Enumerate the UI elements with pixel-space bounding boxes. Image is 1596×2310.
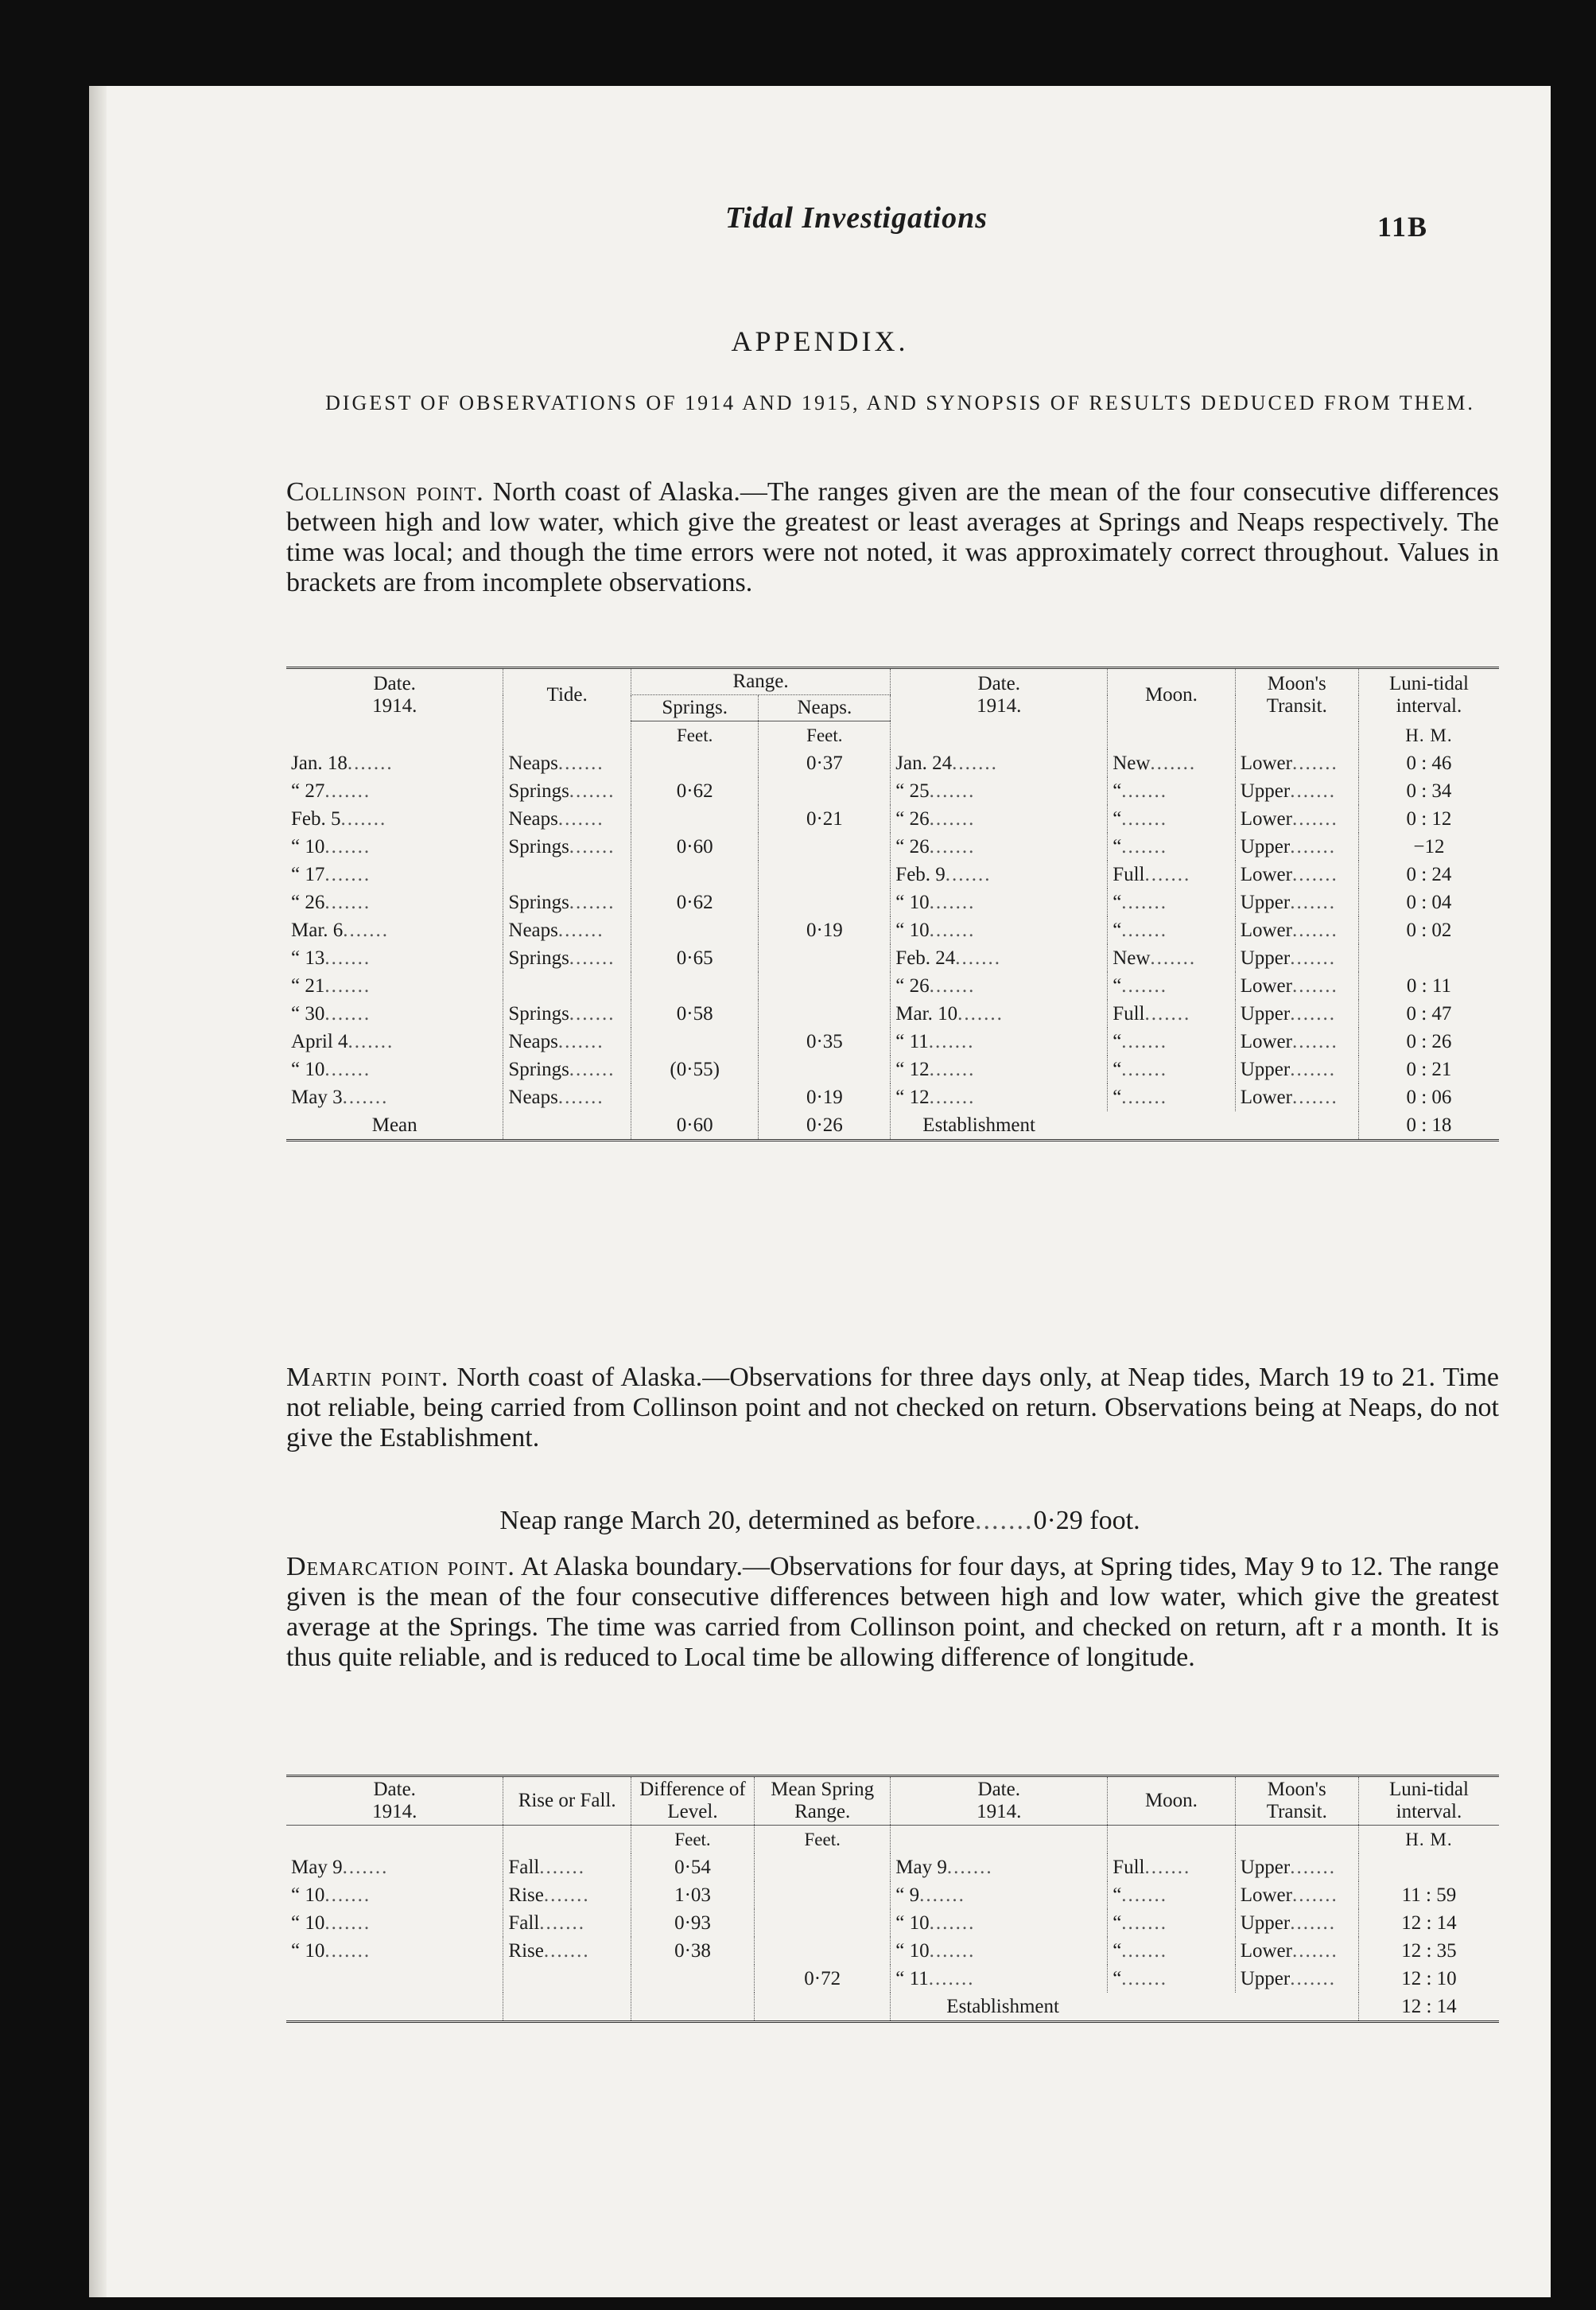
interval-cell [1358, 1853, 1499, 1881]
neaps-cell [759, 1000, 891, 1028]
table-row [286, 1909, 1499, 1937]
moon-cell: “....... [1108, 1909, 1236, 1937]
transit-cell: Lower....... [1235, 805, 1358, 833]
tide-cell: Neaps....... [503, 805, 631, 833]
table-row [286, 944, 1499, 972]
mean-springs: 0·60 [631, 1111, 759, 1141]
transit-cell: Lower....... [1235, 1881, 1358, 1909]
date2-cell: May 9....... [891, 1853, 1108, 1881]
mean-range-cell [755, 1909, 891, 1937]
date-cell: “ 27....... [291, 780, 371, 802]
date2-cell: Mar. 10....... [891, 1000, 1108, 1028]
moon-cell: “....... [1108, 1937, 1236, 1965]
difference-cell: 0·38 [631, 1937, 754, 1965]
demarcation-lead: Demarcation point. [286, 1552, 515, 1581]
neaps-cell [759, 777, 891, 805]
tide-cell: Springs....... [503, 889, 631, 916]
neap-range-value: 0·29 foot. [1033, 1506, 1140, 1535]
moon-cell: Full....... [1108, 1000, 1236, 1028]
transit-cell: Lower....... [1235, 1937, 1358, 1965]
t2-col-moon-header: Moon. [1108, 1776, 1236, 1826]
interval-cell: 0 : 12 [1358, 805, 1499, 833]
tide-cell: Springs....... [503, 944, 631, 972]
neaps-cell [759, 861, 891, 889]
springs-cell: (0·55) [631, 1056, 759, 1083]
table-row [286, 805, 1499, 833]
date-cell: “ 30....... [291, 1003, 371, 1025]
springs-cell [631, 861, 759, 889]
springs-cell [631, 916, 759, 944]
col-range-header: Range. [631, 668, 890, 695]
page-number: 11B [1377, 211, 1429, 243]
neaps-cell: 0·19 [759, 1083, 891, 1111]
interval-cell: 0 : 11 [1358, 972, 1499, 1000]
date-cell: “ 13....... [291, 947, 371, 969]
col-date2-header: Date. 1914. [891, 668, 1108, 721]
moon-cell: Full....... [1108, 1853, 1236, 1881]
table-row [286, 1000, 1499, 1028]
t2-diff-unit: Feet. [631, 1826, 754, 1854]
date-cell: “ 10....... [291, 836, 371, 858]
transit-cell: Upper....... [1235, 1000, 1358, 1028]
table-row [286, 916, 1499, 944]
t2-col-rise-header: Rise or Fall. [503, 1776, 631, 1826]
col-interval-header: Luni-tidal interval. [1358, 668, 1499, 721]
springs-cell: 0·65 [631, 944, 759, 972]
mean-range-cell [755, 1881, 891, 1909]
interval-cell: 0 : 47 [1358, 1000, 1499, 1028]
neaps-cell: 0·37 [759, 749, 891, 777]
moon-cell: “....... [1108, 916, 1236, 944]
interval-cell: 12 : 14 [1358, 1909, 1499, 1937]
t2-interval-unit: H. M. [1358, 1826, 1499, 1854]
transit-cell: Lower....... [1235, 916, 1358, 944]
interval-cell: 11 : 59 [1358, 1881, 1499, 1909]
springs-cell: 0·58 [631, 1000, 759, 1028]
rise-fall-cell: Rise....... [503, 1937, 631, 1965]
page-edge-shadow [89, 86, 107, 2297]
moon-cell: “....... [1108, 777, 1236, 805]
moon-cell: “....... [1108, 833, 1236, 861]
date2-cell: “ 12....... [891, 1056, 1108, 1083]
springs-cell [631, 749, 759, 777]
transit-cell: Lower....... [1235, 861, 1358, 889]
neaps-cell: 0·21 [759, 805, 891, 833]
rise-fall-cell: Rise....... [503, 1881, 631, 1909]
col-tide-header: Tide. [503, 668, 631, 721]
moon-cell: Full....... [1108, 861, 1236, 889]
neaps-cell [759, 972, 891, 1000]
rise-fall-cell: Fall....... [503, 1853, 631, 1881]
appendix-heading: APPENDIX. [731, 325, 909, 357]
interval-unit: H. M. [1358, 721, 1499, 750]
table-row [286, 777, 1499, 805]
neaps-cell [759, 1056, 891, 1083]
col-transit-header: Moon's Transit. [1235, 668, 1358, 721]
martin-paragraph [286, 1363, 1499, 1453]
col-date-header: Date. 1914. [286, 668, 503, 721]
tide-cell: Springs....... [503, 1056, 631, 1083]
tide-cell: Springs....... [503, 1000, 631, 1028]
col-springs-header: Springs. [631, 695, 759, 721]
neaps-cell [759, 889, 891, 916]
moon-cell: “....... [1108, 1056, 1236, 1083]
date2-cell: “ 11....... [891, 1028, 1108, 1056]
table-row [286, 749, 1499, 777]
date-cell: Jan. 18....... [291, 752, 394, 774]
section-subtitle: DIGEST OF OBSERVATIONS OF 1914 AND 1915, AND SYNOPSIS OF RESULTS DEDUCED FROM THEM. [325, 391, 1475, 414]
date-cell: “ 10....... [291, 1884, 371, 1906]
martin-text: North coast of Alaska.—Observations for three days only, at Neap tides, March 19 to 21. Time not reliable, being carried from Collinson point and not checked on return. Observations being at Neaps, do not give the Establishment. [286, 1363, 1499, 1452]
martin-lead: Martin point. [286, 1363, 449, 1392]
date2-cell: “ 26....... [891, 833, 1108, 861]
interval-cell: 0 : 21 [1358, 1056, 1499, 1083]
transit-cell: Lower....... [1235, 1028, 1358, 1056]
date-cell [286, 1965, 503, 1993]
springs-cell [631, 972, 759, 1000]
transit-cell: Upper....... [1235, 1056, 1358, 1083]
date2-cell: “ 10....... [891, 1937, 1108, 1965]
demarcation-table [286, 1775, 1499, 2023]
t2-col-diff-header: Difference of Level. [631, 1776, 754, 1826]
interval-cell: 12 : 35 [1358, 1937, 1499, 1965]
t2-col-date2-header: Date. 1914. [891, 1776, 1108, 1826]
date-cell: “ 10....... [291, 1059, 371, 1080]
date-cell: May 3....... [291, 1087, 389, 1108]
tide-cell: Neaps....... [503, 1083, 631, 1111]
transit-cell: Upper....... [1235, 1909, 1358, 1937]
interval-cell: 0 : 04 [1358, 889, 1499, 916]
difference-cell: 0·93 [631, 1909, 754, 1937]
table-row [286, 1028, 1499, 1056]
collinson-paragraph [286, 477, 1499, 598]
interval-cell: −12 [1358, 833, 1499, 861]
date2-cell: “ 11....... [891, 1965, 1108, 1993]
interval-cell: 12 : 10 [1358, 1965, 1499, 1993]
date-cell: Feb. 5....... [291, 808, 387, 830]
demarcation-text: At Alaska boundary.—Observations for four days, at Spring tides, May 9 to 12. The range given is the mean of the four consecutive differences between high and low water, which give the greatest average at the Springs. The time was carried from Collinson point, and checked on return, aft r a month. It is thus quite reliable, and is reduced to Local time be allowing difference of longitude. [286, 1552, 1499, 1672]
mean-label: Mean [286, 1111, 503, 1141]
t2-establishment-interval: 12 : 14 [1358, 1993, 1499, 2022]
interval-cell: 0 : 46 [1358, 749, 1499, 777]
establishment-label: Establishment [891, 1111, 1359, 1141]
springs-cell: 0·62 [631, 777, 759, 805]
mean-range-cell [755, 1853, 891, 1881]
table-row [286, 1853, 1499, 1881]
establishment-interval: 0 : 18 [1358, 1111, 1499, 1141]
tide-cell [503, 861, 631, 889]
mean-neaps: 0·26 [759, 1111, 891, 1141]
t2-col-date-header: Date. 1914. [286, 1776, 503, 1826]
transit-cell: Lower....... [1235, 972, 1358, 1000]
table-row [286, 1965, 1499, 1993]
collinson-text: North coast of Alaska.—The ranges given are the mean of the four consecutive differences between high and low water, which give the greatest or least averages at Springs and Neaps respectively. The time was local; and though the time errors were not noted, it was approximately correct throughout. Values in brackets are from incomplete observations. [286, 477, 1499, 597]
date-cell: “ 10....... [291, 1912, 371, 1934]
moon-cell: “....... [1108, 1028, 1236, 1056]
rise-fall-cell: Fall....... [503, 1909, 631, 1937]
table-row [286, 1881, 1499, 1909]
t2-establishment-label: Establishment [891, 1993, 1359, 2022]
interval-cell: 0 : 06 [1358, 1083, 1499, 1111]
date2-cell: “ 9....... [891, 1881, 1108, 1909]
date2-cell: “ 10....... [891, 1909, 1108, 1937]
mean-range-cell [755, 1937, 891, 1965]
collinson-lead: Collinson point. [286, 477, 484, 507]
transit-cell: Upper....... [1235, 833, 1358, 861]
mean-range-cell: 0·72 [755, 1965, 891, 1993]
interval-cell: 0 : 34 [1358, 777, 1499, 805]
springs-cell [631, 805, 759, 833]
difference-cell [631, 1965, 754, 1993]
moon-cell: “....... [1108, 889, 1236, 916]
moon-cell: “....... [1108, 1965, 1236, 1993]
date2-cell: “ 26....... [891, 805, 1108, 833]
transit-cell: Upper....... [1235, 1853, 1358, 1881]
date2-cell: Jan. 24....... [891, 749, 1108, 777]
table-row [286, 861, 1499, 889]
date2-cell: “ 10....... [891, 889, 1108, 916]
tide-cell: Springs....... [503, 833, 631, 861]
tide-cell [503, 972, 631, 1000]
neap-range-line: Neap range March 20, determined as before.......0·29 foot. [499, 1506, 1140, 1535]
neaps-cell [759, 944, 891, 972]
transit-cell: Lower....... [1235, 749, 1358, 777]
tide-cell: Neaps....... [503, 916, 631, 944]
moon-cell: New....... [1108, 749, 1236, 777]
t2-col-mean-header: Mean Spring Range. [755, 1776, 891, 1826]
demarcation-paragraph [286, 1552, 1499, 1673]
neaps-cell [759, 833, 891, 861]
rise-fall-cell [503, 1965, 631, 1993]
interval-cell: 0 : 02 [1358, 916, 1499, 944]
neap-range-text: Neap range March 20, determined as before [499, 1506, 975, 1535]
table-row [286, 833, 1499, 861]
neaps-cell: 0·35 [759, 1028, 891, 1056]
col-neaps-header: Neaps. [759, 695, 891, 721]
date-cell: April 4....... [291, 1031, 394, 1052]
running-header-title: Tidal Investigations [725, 201, 988, 235]
date2-cell: Feb. 9....... [891, 861, 1108, 889]
document-page [89, 86, 1551, 2297]
table-row [286, 1056, 1499, 1083]
springs-unit: Feet. [631, 721, 759, 750]
interval-cell [1358, 944, 1499, 972]
date2-cell: “ 10....... [891, 916, 1108, 944]
t2-col-interval-header: Luni-tidal interval. [1358, 1776, 1499, 1826]
t2-mean-unit: Feet. [755, 1826, 891, 1854]
date-cell: “ 26....... [291, 892, 371, 913]
moon-cell: New....... [1108, 944, 1236, 972]
date-cell: May 9....... [291, 1857, 389, 1878]
moon-cell: “....... [1108, 1881, 1236, 1909]
date-cell: Mar. 6....... [291, 920, 390, 941]
transit-cell: Upper....... [1235, 944, 1358, 972]
tide-cell: Neaps....... [503, 749, 631, 777]
t2-col-transit-header: Moon's Transit. [1235, 1776, 1358, 1826]
tide-cell: Neaps....... [503, 1028, 631, 1056]
table-row [286, 1083, 1499, 1111]
date2-cell: “ 12....... [891, 1083, 1108, 1111]
springs-cell [631, 1083, 759, 1111]
interval-cell: 0 : 26 [1358, 1028, 1499, 1056]
date2-cell: Feb. 24....... [891, 944, 1108, 972]
transit-cell: Upper....... [1235, 889, 1358, 916]
table-row [286, 972, 1499, 1000]
difference-cell: 1·03 [631, 1881, 754, 1909]
table-row [286, 889, 1499, 916]
col-moon-header: Moon. [1108, 668, 1236, 721]
transit-cell: Upper....... [1235, 777, 1358, 805]
table-row [286, 1937, 1499, 1965]
transit-cell: Upper....... [1235, 1965, 1358, 1993]
moon-cell: “....... [1108, 1083, 1236, 1111]
date-cell: “ 17....... [291, 864, 371, 885]
date-cell: “ 10....... [291, 1940, 371, 1962]
interval-cell: 0 : 24 [1358, 861, 1499, 889]
date2-cell: “ 25....... [891, 777, 1108, 805]
transit-cell: Lower....... [1235, 1083, 1358, 1111]
moon-cell: “....... [1108, 972, 1236, 1000]
date2-cell: “ 26....... [891, 972, 1108, 1000]
collinson-table [286, 667, 1499, 1141]
tide-cell: Springs....... [503, 777, 631, 805]
neaps-cell: 0·19 [759, 916, 891, 944]
springs-cell [631, 1028, 759, 1056]
moon-cell: “....... [1108, 805, 1236, 833]
springs-cell: 0·62 [631, 889, 759, 916]
difference-cell: 0·54 [631, 1853, 754, 1881]
neaps-unit: Feet. [759, 721, 891, 750]
date-cell: “ 21....... [291, 975, 371, 997]
springs-cell: 0·60 [631, 833, 759, 861]
